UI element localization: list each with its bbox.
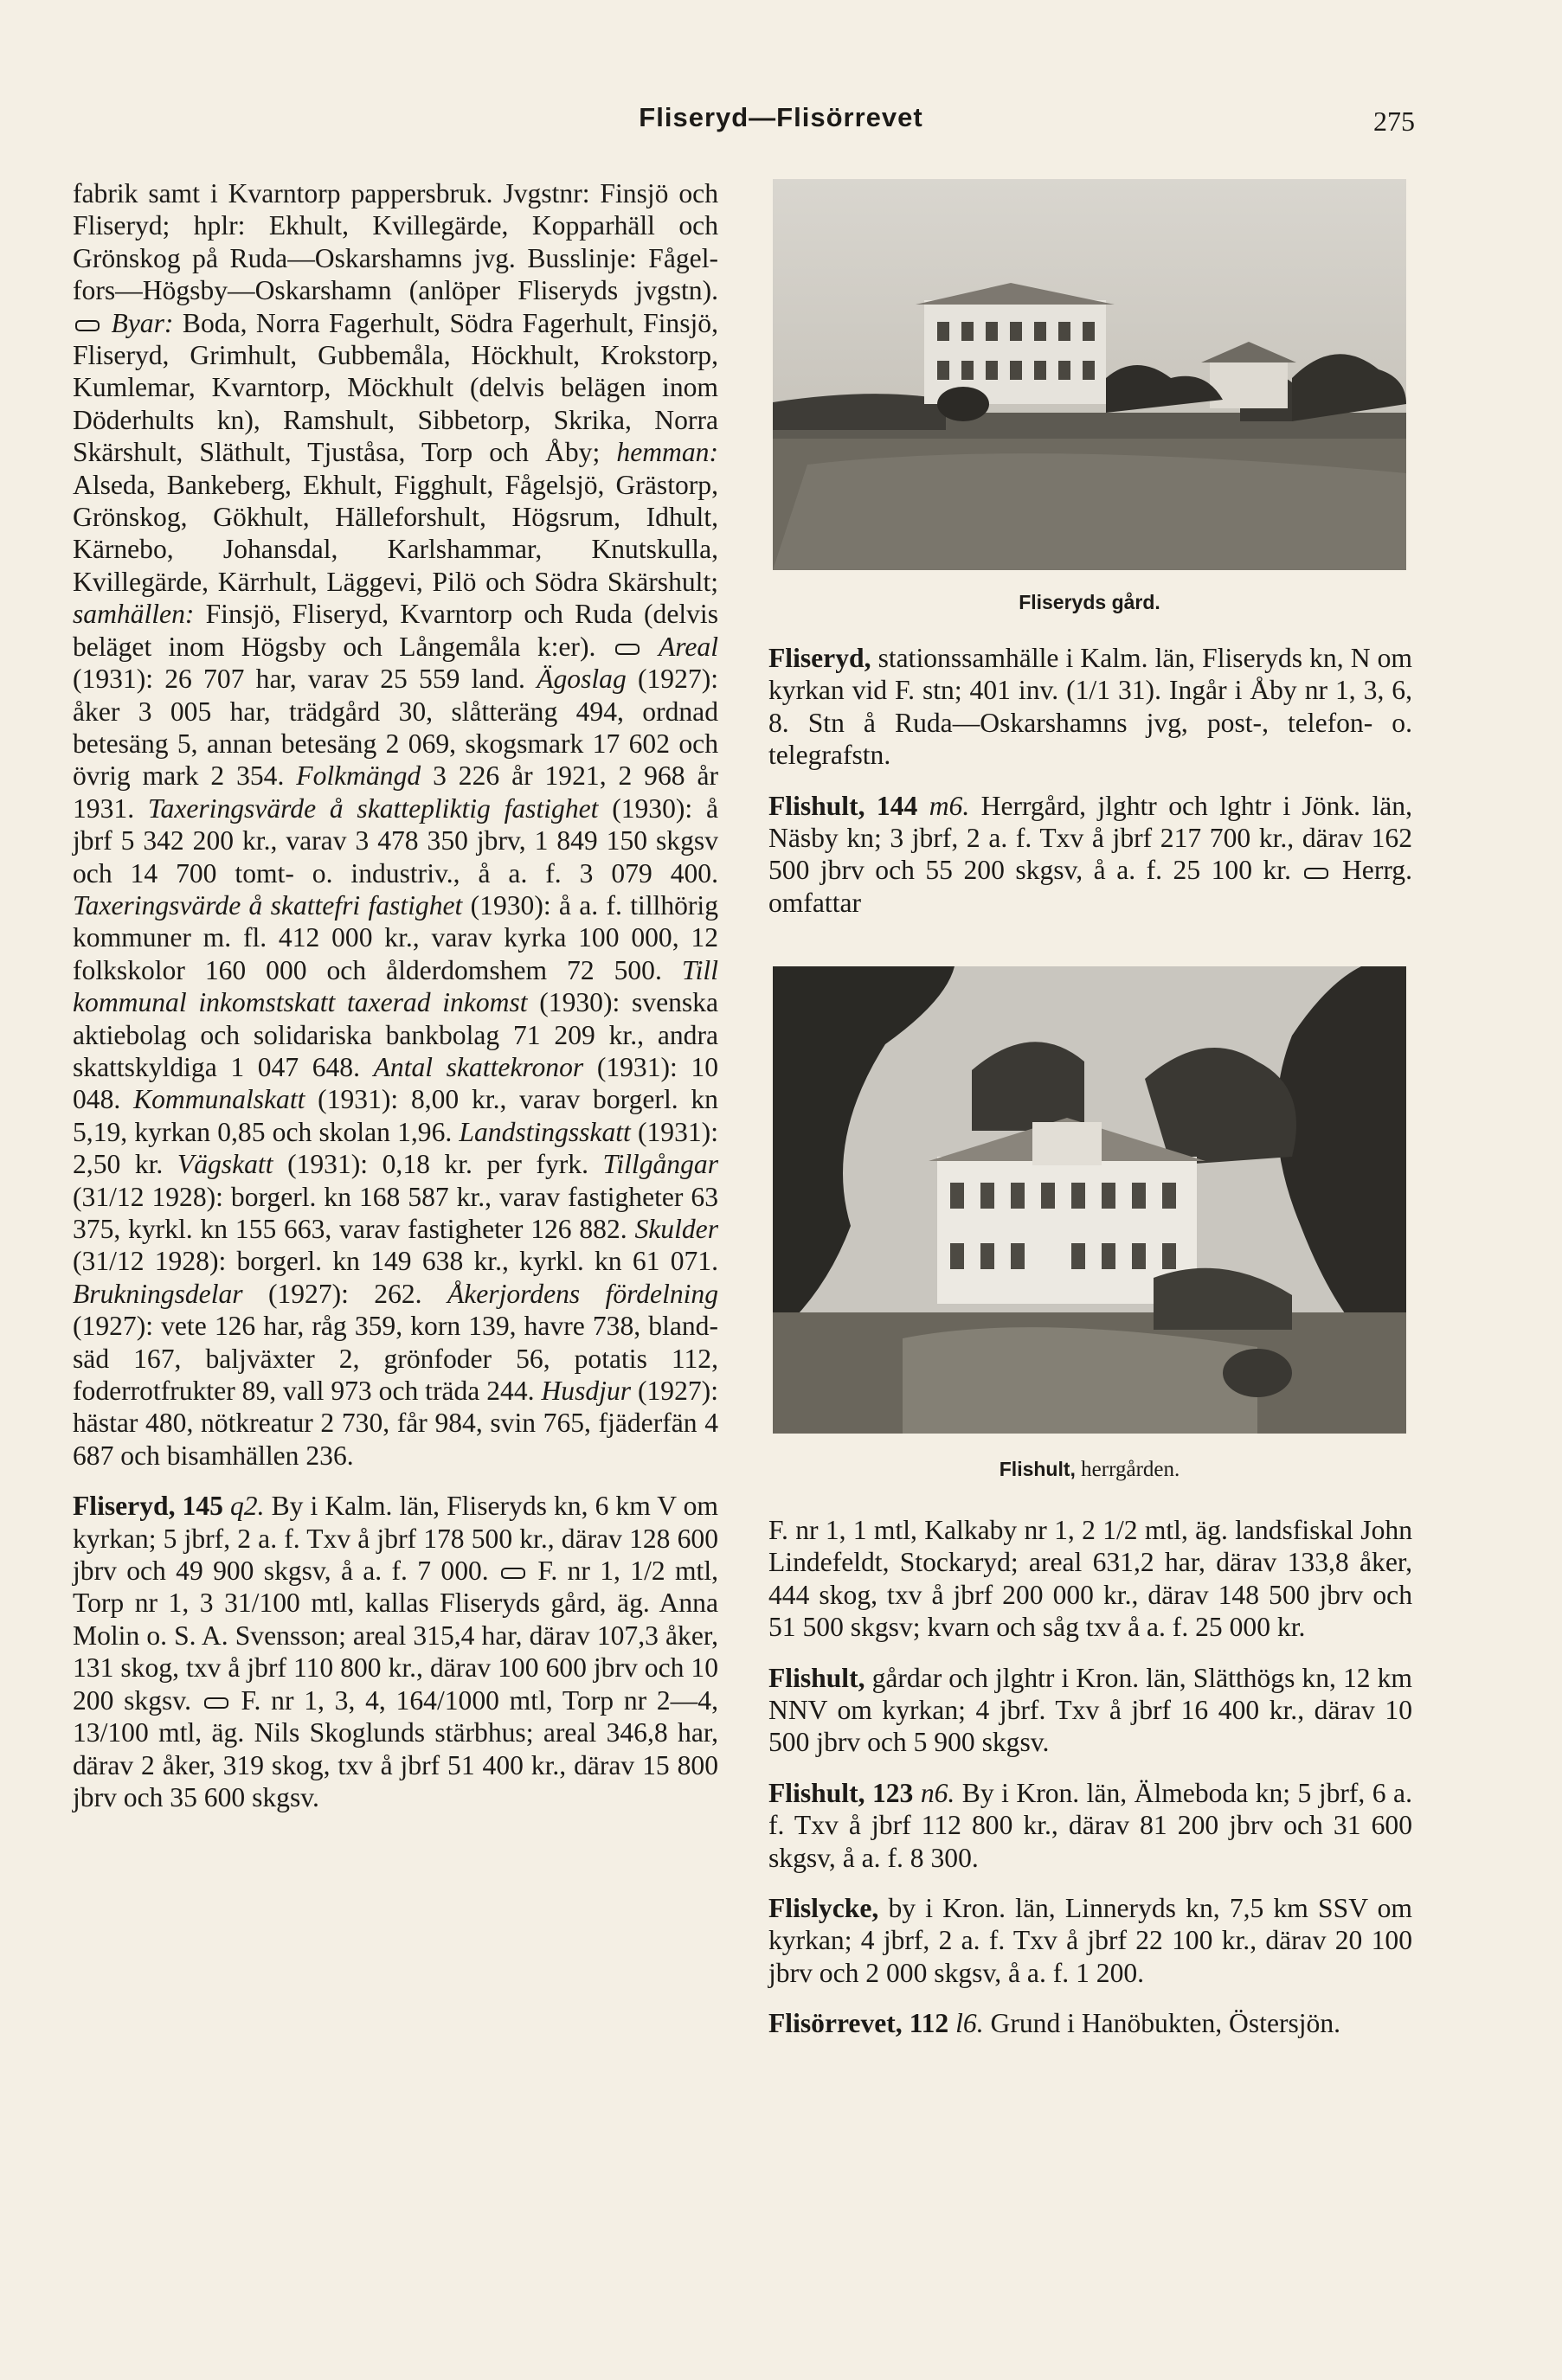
caption-photo-1: Fliseryds gård. bbox=[1019, 591, 1160, 613]
section-symbol bbox=[75, 320, 100, 331]
paragraph-flishult-123: Flishult, 123 n6. By i Kron. län, Älmeboda kn; 5 jbrf, 6 a. f. Txv å jbrf 112 800 kr., därav 81 200 jbrv och 31 600 skgsv, å a. f. 8 300. bbox=[768, 1777, 1412, 1873]
right-column-bottom bbox=[768, 1514, 1412, 2040]
paragraph-flislycke: Flislycke, by i Kron. län, Linneryds kn, 7,5 km SSV om kyrkan; 4 jbrf, 2 a. f. Txv å jbrf 22 100 kr., därav 20 100 jbrv och 2 000 skgsv, å a. f. 1 200. bbox=[768, 1893, 1412, 1988]
farmhouse-photo-illustration bbox=[773, 179, 1406, 570]
photo-flishult-herrgarden bbox=[773, 966, 1406, 1434]
caption-photo-2: Flishult, herrgården. bbox=[999, 1458, 1180, 1481]
manor-photo-illustration bbox=[773, 966, 1406, 1434]
paragraph-fliseryd-stationssamhalle: Fliseryd, stationssamhälle i Kalm. län, Fliseryds kn, N om kyrkan vid F. stn; 401 inv. (1/1 31). Ingår i Åby nr 1, 3, 6, 8. Stn å Ruda—Oskarshamns jvg, post-, telefon- o. telegrafstn. bbox=[768, 643, 1412, 771]
page-number: 275 bbox=[1373, 106, 1415, 137]
section-symbol bbox=[501, 1568, 525, 1579]
paragraph-flisorrevet: Flisörrevet, 112 l6. Grund i Hanöbukten, Östersjön. bbox=[768, 2008, 1341, 2039]
paragraph-flishult-144: Flishult, 144 m6. Herrgård, jlghtr och lghtr i Jönk. län, Näsby kn; 3 jbrf, 2 a. f. Txv å jbrf 217 700 kr., därav 162 500 jbrv och 55 200 skgsv, å a. f. 25 100 kr. Herrg. omfattar bbox=[768, 790, 1412, 918]
paragraph-fliseryd-145: Fliseryd, 145 q2. By i Kalm. län, Fliseryds kn, 6 km V om kyrkan; 5 jbrf, 2 a. f. Txv å jbrf 178 500 kr., därav 128 600 jbrv och 49 900 skgsv, å a. f. 7 000. F. nr 1, 1/2 mtl, Torp nr 1, 3 31/100 mtl, kallas Fliseryds gård, äg. Anna Molin o. S. A. Svensson; areal 315,4 har, därav 107,3 åker, 131 skog, txv å jbrf 110 800 kr., därav 100 600 jbrv och 10 200 skgsv. F. nr 1, 3, 4, 164/1000 mtl, Torp nr 2—4, 13/100 mtl, äg. Nils Skoglunds stärbhus; areal 346,8 har, därav 2 åker, 319 skog, txv å jbrf 51 400 kr., därav 15 800 jbrv och 35 600 skgsv. bbox=[73, 1491, 718, 1812]
running-header: Fliseryd—Flisörrevet bbox=[639, 102, 923, 132]
section-symbol bbox=[615, 644, 640, 655]
paragraph-flishult-kron: Flishult, gårdar och jlghtr i Kron. län, Slätthögs kn, 12 km NNV om kyrkan; 4 jbrf. Txv å jbrf 16 400 kr., därav 10 500 jbrv och 5 900 skgsv. bbox=[768, 1662, 1412, 1758]
paragraph-fliseryd-kn: fabrik samt i Kvarntorp pappersbruk. Jvgstnr: Finsjö och Fliseryd; hplr: Ekhult, Kvillegärde, Kopparhäll och Grönskog på Ruda—Oskarshamns jvg. Busslinje: Fågelfors—Högsby—Oskarshamn (anlöper Fliseryds jvgstn). Byar: Boda, Norra Fagerhult, Södra Fagerhult, Finsjö, Fliseryd, Grimhult, Gubbemåla, Höckhult, Krokstorp, Kumlemar, Kvarntorp, Möckhult (delvis belägen inom Döderhults kn), Ramshult, Sibbetorp, Skrika, Norra Skärshult, Släthult, Tjuståsa, Torp och Åby; hemman: Alseda, Bankeberg, Ekhult, Figghult, Fågelsjö, Grästorp, Grönskog, Gökhult, Hälleforshult, Högsrum, Idhult, Kärnebo, Johansdal, Karlshammar, Knutskulla, Kvillegärde, Kärrhult, Läggevi, Pilö och Södra Skärshult; samhällen: Finsjö, Fliseryd, Kvarntorp och Ruda (delvis beläget inom Högsby och Långemåla k:er). Areal (1931): 26 707 har, varav 25 559 land. Ägoslag (1927): åker 3 005 har, trädgård 30, slåtteräng 494, ordnad betesäng 5, annan betesäng 2 069, skogsmark 17 602 och övrig mark 2 354. Folkmängd 3 226 år 1921, 2 968 år 1931. Taxeringsvärde å skattepliktig fastighet (1930): å jbrf 5 342 200 kr., varav 3 478 350 jbrv, 1 849 150 skgsv och 14 700 tomt- o. industriv., å a. f. 3 079 400. Taxeringsvärde å skattefri fastighet (1930): å a. f. tillhörig kommuner m. fl. 412 000 kr., varav kyrka 100 000, 12 folkskolor 160 000 och ålderdomshem 72 500. Till kommunal inkomstskatt taxerad inkomst (1930): svenska aktiebolag och solidariska bankbolag 71 209 kr., andra skattskyldiga 1 047 648. Antal skattekronor (1931): 10 048. Kommunalskatt (1931): 8,00 kr., varav borgerl. kn 5,19, kyrkan 0,85 och skolan 1,96. Landstingsskatt (1931): 2,50 kr. Vägskatt (1931): 0,18 kr. per fyrk. Tillgångar (31/12 1928): borgerl. kn 168 587 kr., varav fastigheter 63 375, kyrkl. kn 155 663, varav fastigheter 126 882. Skulder (31/12 1928): borgerl. kn 149 638 kr., kyrkl. kn 61 071. Brukningsdelar (1927): 262. Åkerjordens fördelning (1927): vete 126 har, råg 359, korn 139, havre 738, blandsäd 167, baljväxter 2, grönfoder 56, potatis 112, foderrotfrukter 89, vall 973 och träda 244. Husdjur (1927): hästar 480, nötkreatur 2 730, får 984, svin 765, fjäderfän 4 687 och bisamhällen 236. bbox=[73, 178, 719, 1471]
photo-fliseryds-gard bbox=[773, 179, 1406, 570]
paragraph-flishult-continued: F. nr 1, 1 mtl, Kalkaby nr 1, 2 1/2 mtl, äg. landsfiskal John Lindefeldt, Stockaryd; areal 631,2 har, därav 133,8 åker, 444 skog, txv å jbrf 200 000 kr., därav 148 500 jbrv och 51 500 skgsv; kvarn och såg txv å a. f. 25 000 kr. bbox=[768, 1515, 1412, 1643]
section-symbol bbox=[1304, 868, 1328, 879]
left-column bbox=[73, 177, 718, 1813]
right-column-top bbox=[768, 642, 1412, 919]
section-symbol bbox=[204, 1697, 228, 1709]
